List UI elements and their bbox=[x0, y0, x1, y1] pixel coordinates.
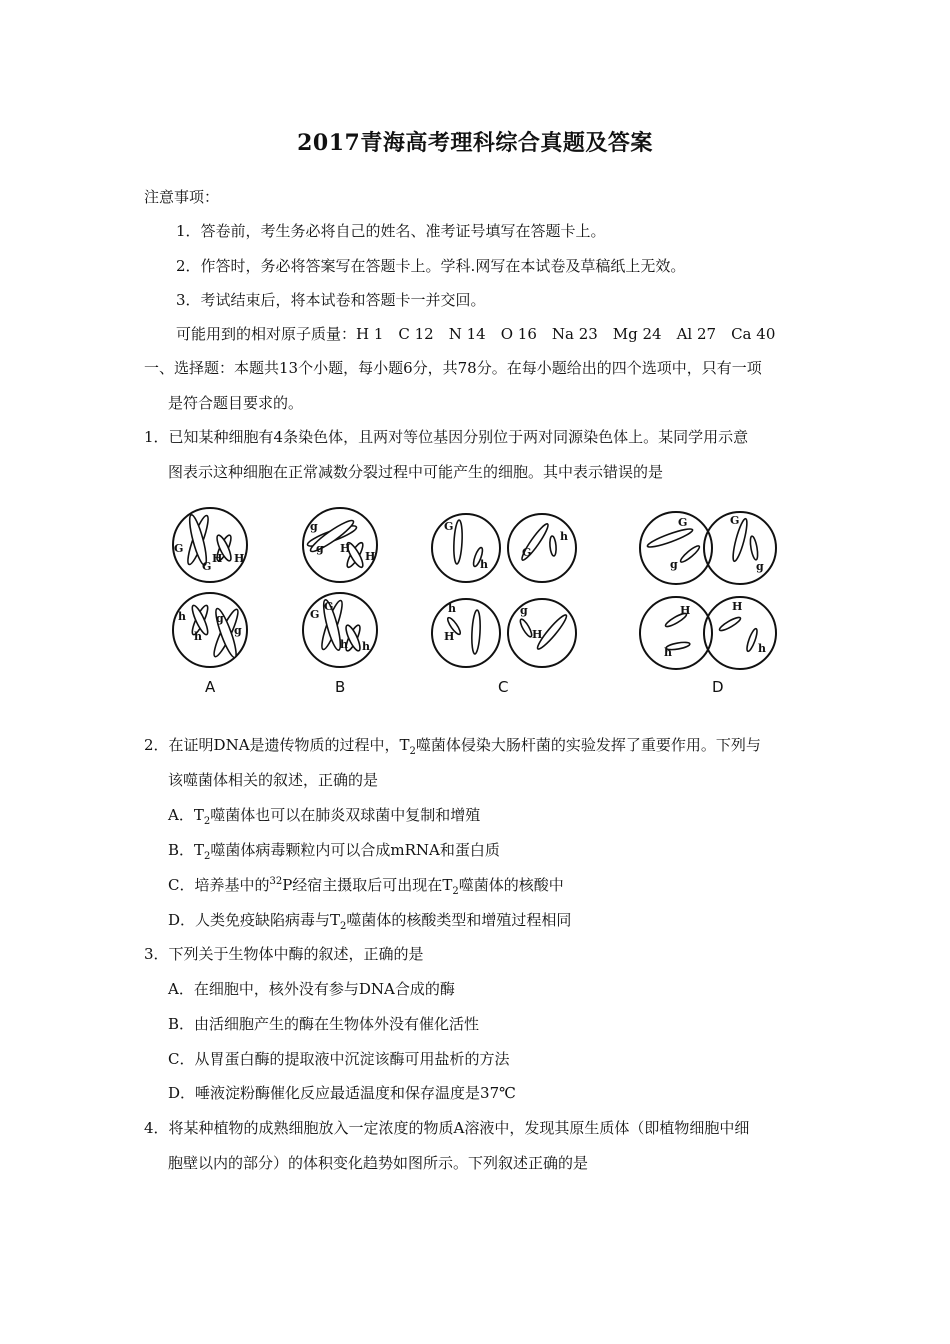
question-3-option-c: C．从胃蛋白酶的提取液中沉淀该酶可用盐析的方法 bbox=[168, 1050, 510, 1068]
cell-circle bbox=[508, 514, 576, 582]
chromosome bbox=[745, 628, 759, 653]
notice-heading: 注意事项： bbox=[144, 188, 220, 206]
question-2-option-d bbox=[168, 909, 571, 932]
gene-label: g bbox=[756, 560, 764, 573]
question-3-option-b: B．由活细胞产生的酶在生物体外没有催化活性 bbox=[168, 1015, 480, 1033]
notice-item-3: 3．考试结束后，将本试卷和答题卡一并交回。 bbox=[176, 291, 486, 309]
chromosome bbox=[549, 536, 557, 556]
question-4-stem: 4．将某种植物的成熟细胞放入一定浓度的物质A溶液中，发现其原生质体（即植物细胞中细 bbox=[144, 1119, 750, 1137]
question-2-stem-cont: 该噬菌体相关的叙述，正确的是 bbox=[168, 771, 379, 789]
cell-circle bbox=[640, 597, 712, 669]
option-d-label: D bbox=[712, 678, 724, 696]
subscript: 2 bbox=[452, 886, 459, 897]
cell-diagram-svg bbox=[160, 500, 766, 705]
subscript: 2 bbox=[409, 746, 416, 757]
subscript: 2 bbox=[340, 921, 347, 932]
option-text: 噬菌体的核酸中 bbox=[458, 876, 564, 894]
option-a-label: A bbox=[205, 678, 216, 696]
gene-label: h bbox=[194, 630, 202, 643]
chromosome bbox=[749, 536, 759, 561]
option-text: B．T bbox=[168, 841, 205, 859]
option-b-label: B bbox=[335, 678, 346, 696]
gene-label: g bbox=[310, 520, 318, 533]
section1-instruction: 一、选择题：本题共13个小题，每小题6分，共78分。在每小题给出的四个选项中，只有一项 bbox=[144, 359, 762, 377]
gene-label: G bbox=[444, 520, 454, 533]
gene-label: h bbox=[480, 558, 488, 571]
gene-label: G bbox=[310, 608, 320, 621]
chromosome bbox=[471, 610, 481, 654]
question-2-option-b bbox=[168, 839, 500, 862]
chromosome bbox=[679, 544, 701, 564]
option-text: D．人类免疫缺陷病毒与T bbox=[168, 911, 341, 929]
gene-label: H bbox=[340, 542, 351, 555]
option-text: 噬菌体也可以在肺炎双球菌中复制和增殖 bbox=[210, 806, 481, 824]
gene-label: h bbox=[758, 642, 766, 655]
question-3-stem: 3．下列关于生物体中酶的叙述，正确的是 bbox=[144, 945, 424, 963]
cell-circle bbox=[432, 599, 500, 667]
section1-instruction-cont: 是符合题目要求的。 bbox=[168, 394, 304, 412]
superscript: 32 bbox=[269, 876, 283, 887]
gene-label: H bbox=[444, 630, 455, 643]
gene-label: G bbox=[730, 514, 740, 527]
gene-label: g bbox=[234, 624, 242, 637]
gene-label: G bbox=[202, 560, 212, 573]
subscript: 2 bbox=[203, 816, 211, 827]
gene-label: H bbox=[680, 604, 691, 617]
atomic-mass-line: 可能用到的相对原子质量：H 1 C 12 N 14 O 16 Na 23 Mg 24 Al 27 Ca 40 bbox=[176, 325, 776, 343]
question-1-figure bbox=[160, 500, 766, 705]
gene-label: g bbox=[670, 558, 678, 571]
option-text: 噬菌体病毒颗粒内可以合成mRNA和蛋白质 bbox=[210, 841, 500, 859]
question-4-stem-cont: 胞壁以内的部分）的体积变化趋势如图所示。下列叙述正确的是 bbox=[168, 1154, 589, 1172]
question-1-stem: 1．已知某种细胞有4条染色体，且两对等位基因分别位于两对同源染色体上。某同学用示意 bbox=[144, 428, 749, 446]
q2-stem-part: 2．在证明DNA是遗传物质的过程中，T bbox=[144, 736, 410, 754]
chromosome bbox=[646, 526, 694, 550]
option-a-cells bbox=[173, 508, 247, 696]
option-c-label: C bbox=[498, 678, 509, 696]
gene-label: g bbox=[520, 604, 528, 617]
gene-label: G bbox=[174, 542, 184, 555]
gene-label: G bbox=[324, 600, 334, 613]
option-d-cells bbox=[640, 512, 776, 696]
gene-label: H bbox=[532, 628, 543, 641]
gene-label: h bbox=[448, 602, 456, 615]
question-2-option-a bbox=[168, 804, 480, 827]
question-3-option-d: D．唾液淀粉酶催化反应最适温度和保存温度是37℃ bbox=[168, 1084, 516, 1102]
question-2-option-c bbox=[168, 874, 564, 897]
option-text: C．培养基中的 bbox=[168, 876, 270, 894]
page-title: 2017青海高考理科综合真题及答案 bbox=[297, 130, 653, 156]
gene-label: h bbox=[560, 530, 568, 543]
gene-label: H bbox=[212, 552, 223, 565]
gene-label: h bbox=[340, 638, 348, 651]
option-text: P经宿主摄取后可出现在T bbox=[282, 876, 453, 894]
question-2-stem bbox=[144, 734, 761, 757]
gene-label: g bbox=[216, 612, 224, 625]
gene-label: h bbox=[664, 646, 672, 659]
chromosome bbox=[453, 520, 463, 564]
option-c-cells bbox=[432, 514, 576, 696]
subscript: 2 bbox=[204, 851, 211, 862]
gene-label: G bbox=[678, 516, 688, 529]
gene-label: h bbox=[178, 610, 186, 623]
cell-circle bbox=[640, 512, 712, 584]
cell-circle bbox=[432, 514, 500, 582]
q2-stem-part: 噬菌体侵染大肠杆菌的实验发挥了重要作用。下列与 bbox=[415, 736, 761, 754]
gene-label: H bbox=[365, 550, 376, 563]
gene-label: h bbox=[362, 640, 370, 653]
notice-item-2: 2．作答时，务必将答案写在答题卡上。学科.网写在本试卷及草稿纸上无效。 bbox=[176, 257, 686, 275]
question-1-stem-cont: 图表示这种细胞在正常减数分裂过程中可能产生的细胞。其中表示错误的是 bbox=[168, 463, 664, 481]
gene-label: H bbox=[234, 552, 245, 565]
gene-label: H bbox=[732, 600, 743, 613]
option-b-cells bbox=[303, 508, 377, 696]
option-text: 噬菌体的核酸类型和增殖过程相同 bbox=[346, 911, 572, 929]
question-3-option-a: A．在细胞中，核外没有参与DNA合成的酶 bbox=[168, 980, 455, 998]
gene-label: g bbox=[316, 542, 324, 555]
notice-item-1: 1．答卷前，考生务必将自己的姓名、准考证号填写在答题卡上。 bbox=[176, 222, 606, 240]
chromosome bbox=[718, 615, 742, 632]
gene-label: G bbox=[522, 546, 532, 559]
option-text: A．T bbox=[168, 806, 204, 824]
